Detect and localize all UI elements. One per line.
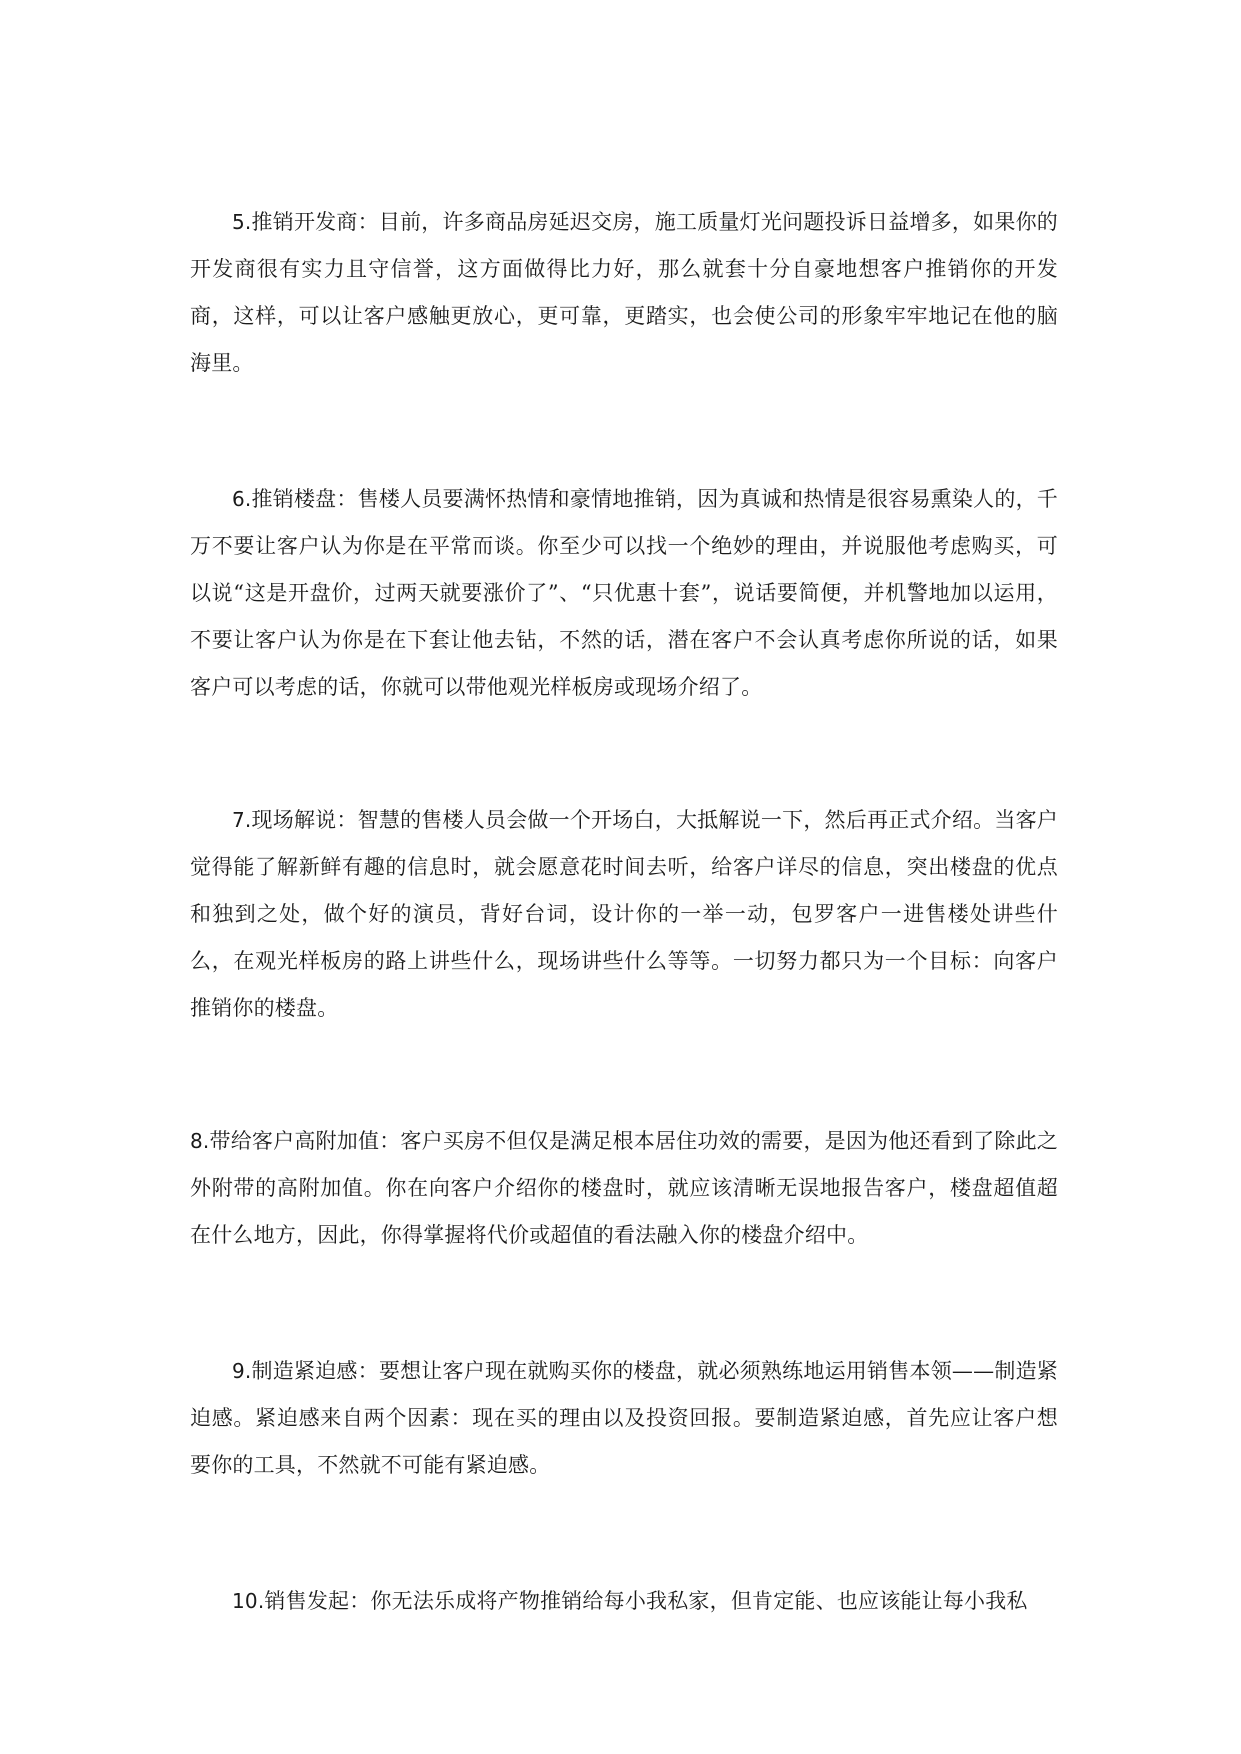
- paragraph-text: 推销开发商：目前，许多商品房延迟交房，施工质量灯光问题投诉日益增多，如果你的开发商很有实力且守信誉，这方面做得比力好，那么就套十分自豪地想客户推销你的开发商，这样，可以让客户感触更放心，更可靠，更踏实，也会使公司的形象牢牢地记在他的脑海里。: [190, 210, 1058, 375]
- paragraph-number: 5.: [232, 210, 252, 234]
- paragraph-number: 8.: [190, 1129, 210, 1153]
- paragraph-text: 推销楼盘：售楼人员要满怀热情和豪情地推销，因为真诚和热情是很容易熏染人的，千万不要让客户认为你是在平常而谈。你至少可以找一个绝妙的理由，并说服他考虑购买，可以说“这是开盘价，过两天就要涨价了”、“只优惠十套”，说话要简便，并机警地加以运用，不要让客户认为你是在下套让他去钻，不然的话，潜在客户不会认真考虑你所说的话，如果客户可以考虑的话，你就可以带他观光样板房或现场介绍了。: [190, 487, 1058, 699]
- paragraph-9: [190, 1348, 1058, 1489]
- paragraph-6: [190, 476, 1058, 711]
- paragraph-text: 现场解说：智慧的售楼人员会做一个开场白，大抵解说一下，然后再正式介绍。当客户觉得能了解新鲜有趣的信息时，就会愿意花时间去听，给客户详尽的信息，突出楼盘的优点和独到之处，做个好的演员，背好台词，设计你的一举一动，包罗客户一进售楼处讲些什么，在观光样板房的路上讲些什么，现场讲些什么等等。一切努力都只为一个目标：向客户推销你的楼盘。: [190, 808, 1058, 1020]
- paragraph-number: 10.: [232, 1589, 265, 1613]
- paragraph-text: 带给客户高附加值：客户买房不但仅是满足根本居住功效的需要，是因为他还看到了除此之外附带的高附加值。你在向客户介绍你的楼盘时，就应该清晰无误地报告客户，楼盘超值超在什么地方，因此，你得掌握将代价或超值的看法融入你的楼盘介绍中。: [190, 1129, 1058, 1247]
- paragraph-5: [190, 199, 1058, 387]
- paragraph-number: 6.: [232, 487, 252, 511]
- paragraph-text: 制造紧迫感：要想让客户现在就购买你的楼盘，就必须熟练地运用销售本领——制造紧迫感。紧迫感来自两个因素：现在买的理由以及投资回报。要制造紧迫感，首先应让客户想要你的工具，不然就不可能有紧迫感。: [190, 1359, 1058, 1477]
- paragraph-number: 7.: [232, 808, 252, 832]
- paragraph-10: [190, 1578, 1058, 1625]
- paragraph-8: [190, 1118, 1058, 1259]
- paragraph-text: 销售发起：你无法乐成将产物推销给每小我私家，但肯定能、也应该能让每小我私: [264, 1589, 1028, 1613]
- paragraph-number: 9.: [232, 1359, 252, 1383]
- paragraph-7: [190, 797, 1058, 1032]
